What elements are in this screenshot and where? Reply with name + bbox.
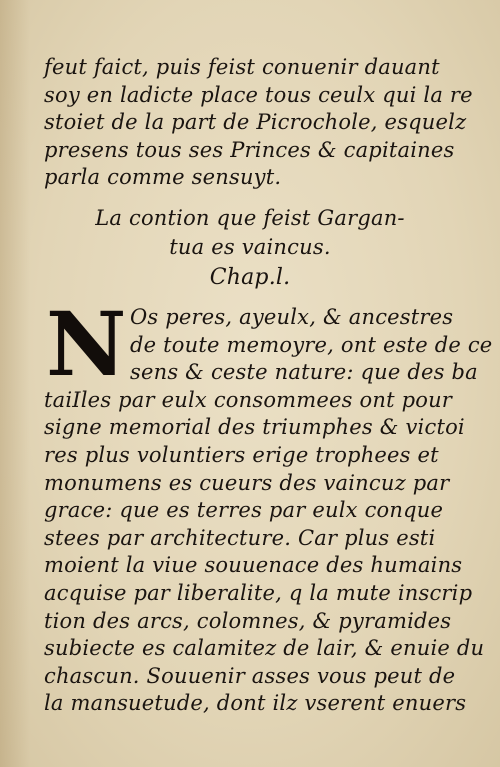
chapter-number: Chap.l. [209, 264, 291, 290]
text-line: acquise par liberalite, q la mute inscrip [44, 580, 473, 605]
page-edge-shadow [0, 0, 30, 767]
text-line: Os peres, ayeulx, & ancestres [130, 304, 454, 329]
text-line: signe memorial des triumphes & victoi [44, 415, 465, 440]
paragraph [44, 291, 493, 718]
text-line: tion des arcs, colomnes, & pyramides [44, 608, 452, 633]
chapter-heading-line: La contion que feist Gargan- [95, 205, 405, 230]
text-line: presens tous ses Princes & capitaines [44, 137, 455, 162]
text-line: feut faict, puis feist conuenir dauant [44, 55, 440, 79]
text-line: chascun. Souuenir asses vous peut de [44, 663, 456, 688]
text-line: taiIles par eulx consommees ont pour [44, 387, 453, 412]
text-line: moient la viue souuenace des humains [44, 553, 463, 578]
text-line: stees par architecture. Car plus esti [44, 525, 436, 550]
text-line: res plus voluntiers erige trophees et [44, 442, 439, 467]
text-line: de toute memoyre, ont este de ce [130, 332, 493, 357]
text-line: subiecte es calamitez de lair, & enuie du [44, 636, 485, 661]
text-line: la mansuetude, dont ilz vserent enuers [44, 691, 467, 716]
text-line: sens & ceste nature: que des ba [130, 360, 478, 385]
text-line: monumens es cueurs des vaincuz par [44, 470, 450, 495]
text-line: grace: que es terres par eulx conque [44, 498, 444, 523]
drop-capital: N [46, 291, 127, 396]
text-line: stoiet de la part de Picrochole, esquelz [44, 110, 467, 135]
chapter-heading-line: tua es vaincus. [169, 234, 331, 259]
page-text [44, 54, 493, 718]
text-line: soy en ladicte place tous ceulx qui la re [44, 82, 473, 107]
text-line: parla comme sensuyt. [44, 165, 282, 190]
